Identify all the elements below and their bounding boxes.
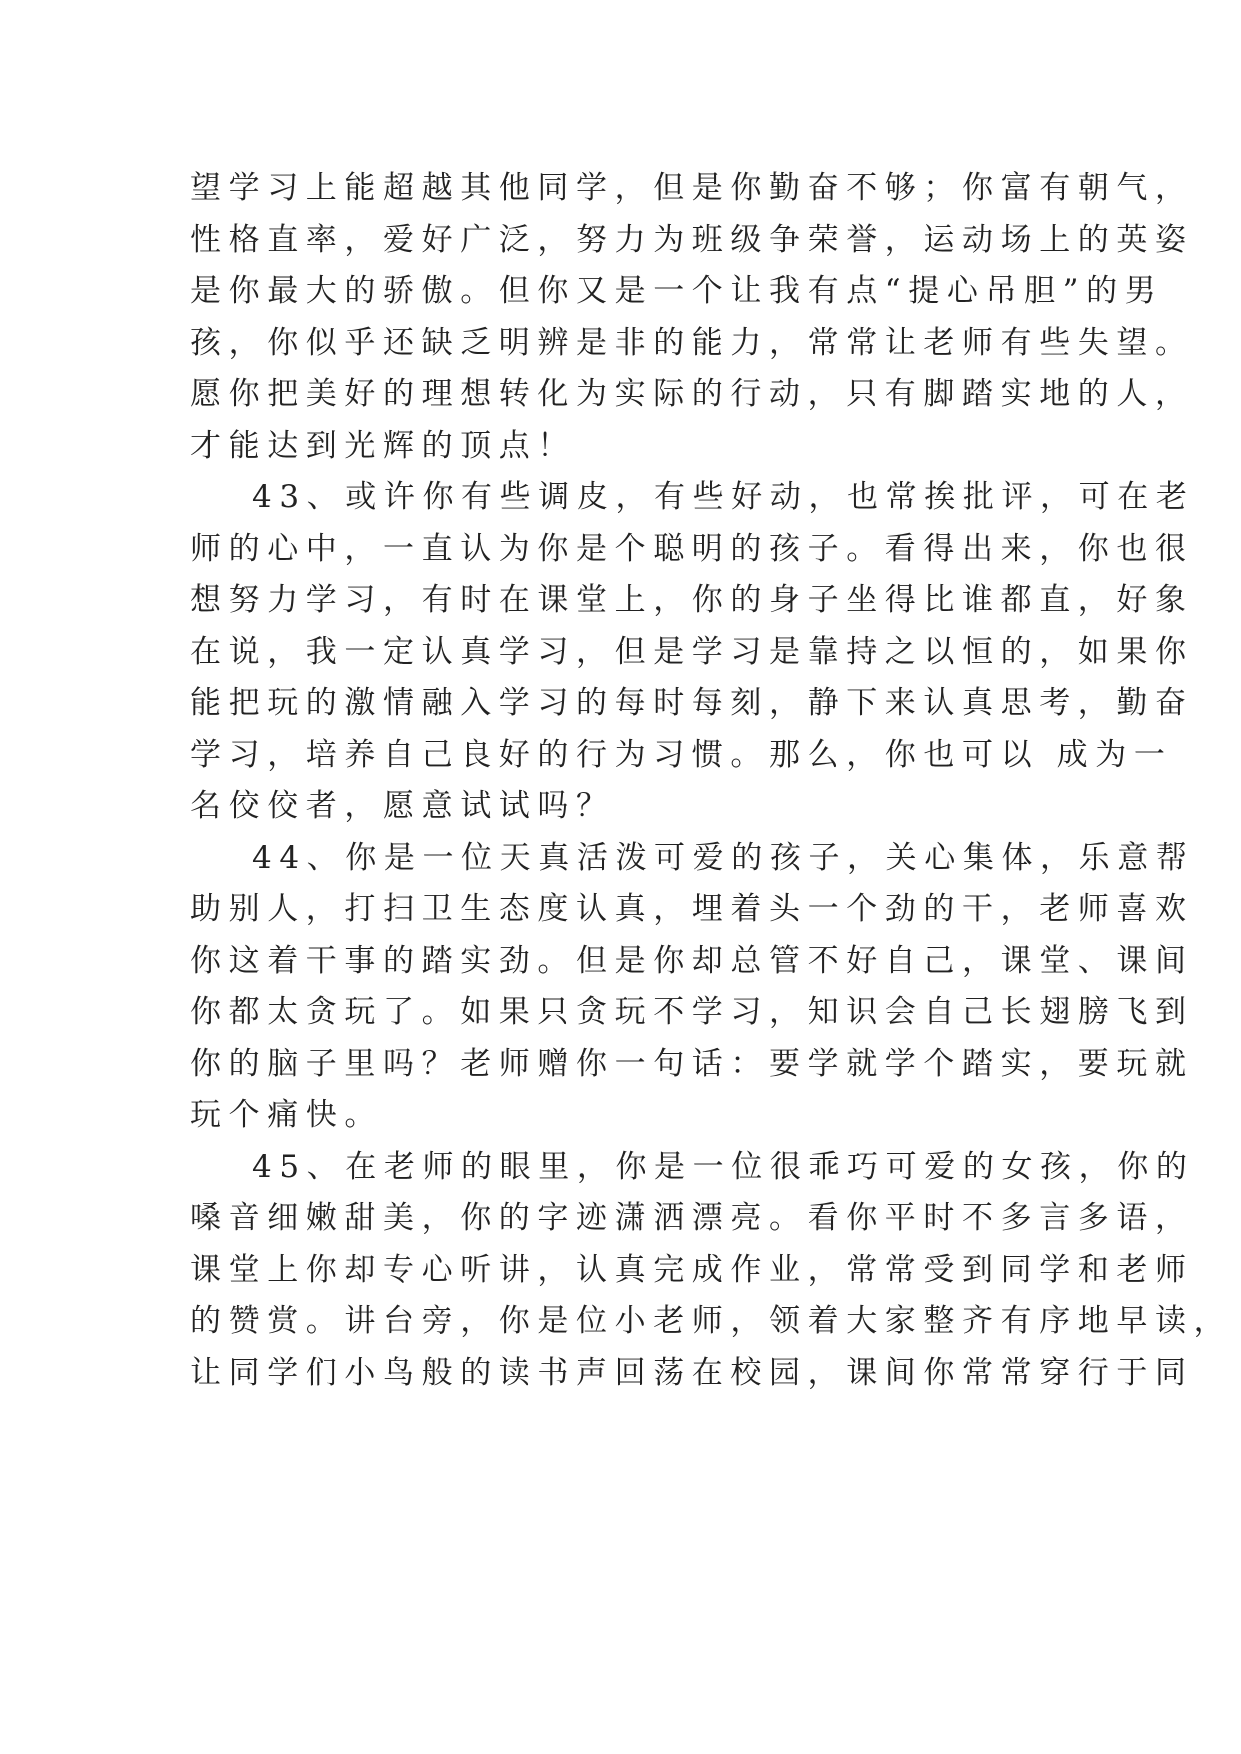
text-line: 想努力学习，有时在课堂上，你的身子坐得比谁都直，好象 bbox=[190, 582, 1194, 618]
text-line: 45、在老师的眼里，你是一位很乖巧可爱的女孩，你的 bbox=[252, 1148, 1195, 1185]
text-line: 是你最大的骄傲。但你又是一个让我有点“提心吊胆”的男 bbox=[190, 273, 1164, 309]
text-line: 嗓音细嫩甜美，你的字迹潇洒漂亮。看你平时不多言多语， bbox=[190, 1200, 1194, 1236]
text-line: 名佼佼者，愿意试试吗？ bbox=[190, 788, 615, 824]
paragraph-44 bbox=[190, 833, 1195, 1142]
text-line: 43、或许你有些调皮，有些好动，也常挨批评，可在老 bbox=[252, 479, 1195, 515]
text-line: 的赞赏。讲台旁，你是位小老师，领着大家整齐有序地早读， bbox=[190, 1303, 1233, 1339]
text-line: 玩个痛快。 bbox=[190, 1097, 383, 1133]
text-line: 在说，我一定认真学习，但是学习是靠持之以恒的，如果你 bbox=[190, 633, 1194, 670]
text-line: 课堂上你却专心听讲，认真完成作业，常常受到同学和老师 bbox=[190, 1251, 1194, 1288]
paragraph-43 bbox=[190, 472, 1195, 833]
text-line: 才能达到光辉的顶点！ bbox=[190, 427, 576, 464]
text-line: 你都太贪玩了。如果只贪玩不学习，知识会自己长翅膀飞到 bbox=[190, 994, 1194, 1030]
text-line: 望学习上能超越其他同学，但是你勤奋不够；你富有朝气， bbox=[190, 170, 1194, 206]
text-line: 你的脑子里吗？老师赠你一句话：要学就学个踏实，要玩就 bbox=[190, 1045, 1194, 1082]
text-line: 助别人，打扫卫生态度认真，埋着头一个劲的干，老师喜欢 bbox=[190, 891, 1194, 927]
paragraph-42-continued bbox=[190, 163, 1194, 472]
text-line: 师的心中，一直认为你是个聪明的孩子。看得出来，你也很 bbox=[190, 530, 1194, 567]
text-line: 44、你是一位天真活泼可爱的孩子，关心集体，乐意帮 bbox=[252, 839, 1195, 876]
text-line: 你这着干事的踏实劲。但是你却总管不好自己，课堂、课间 bbox=[190, 942, 1194, 979]
text-line: 愿你把美好的理想转化为实际的行动，只有脚踏实地的人， bbox=[190, 376, 1194, 412]
paragraph-45 bbox=[190, 1142, 1233, 1400]
document-body bbox=[190, 163, 1233, 1399]
text-line: 学习，培养自己良好的行为习惯。那么，你也可以 成为一 bbox=[190, 736, 1173, 773]
text-line: 让同学们小鸟般的读书声回荡在校园，课间你常常穿行于同 bbox=[190, 1354, 1194, 1391]
text-line: 性格直率，爱好广泛，努力为班级争荣誉，运动场上的英姿 bbox=[190, 221, 1194, 258]
text-line: 孩，你似乎还缺乏明辨是非的能力，常常让老师有些失望。 bbox=[190, 324, 1194, 361]
text-line: 能把玩的激情融入学习的每时每刻，静下来认真思考，勤奋 bbox=[190, 685, 1194, 721]
